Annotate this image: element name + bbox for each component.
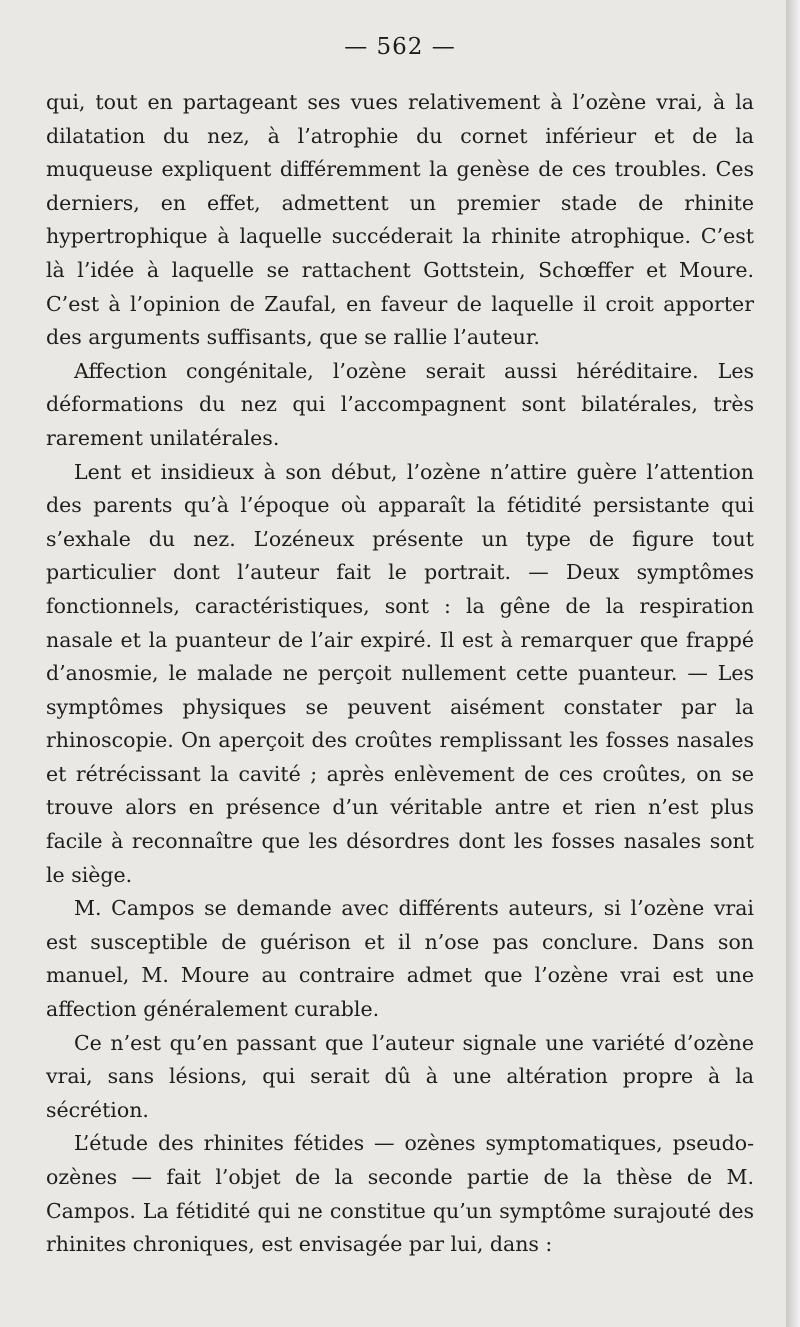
paragraph-continued: qui, tout en partageant ses vues relativement à l’ozène vrai, à la dilatation du nez, à l’atrophie du cornet inférieur et de la muqueuse expliquent différemment la genèse de ces troubles. Ces derniers, en effet, admettent un premier stade de rhinite hypertrophique à laquelle succéderait la rhinite atrophique. C’est là l’idée à laquelle se rattachent Gottstein, Schœffer et Moure. C’est à l’opinion de Zaufal, en faveur de laquelle il croit apporter des arguments suffisants, que se rallie l’auteur. (46, 90, 754, 350)
paragraph-variety: Ce n’est qu’en passant que l’auteur signale une variété d’ozène vrai, sans lésions, qui serait dû à une altération propre à la sécrétion. (46, 1030, 754, 1122)
body-text (46, 86, 754, 1262)
paragraph-curability: M. Campos se demande avec différents auteurs, si l’ozène vrai est susceptible de guérison et il n’ose pas conclure. Dans son manuel, M. Moure au contraire admet que l’ozène vrai est une affection généralement curable. (46, 896, 754, 1022)
page-number: — 562 — (344, 34, 456, 60)
paragraph-symptoms: Lent et insidieux à son début, l’ozène n’attire guère l’attention des parents qu’à l’époque où apparaît la fétidité persistante qui s’exhale du nez. L’ozéneux présente un type de figure tout particulier dont l’auteur fait le portrait. — Deux symptômes fonctionnels, caractéristiques, sont : la gêne de la respiration nasale et la puanteur de l’air expiré. Il est à remarquer que frappé d’anosmie, le malade ne perçoit nullement cette puanteur. — Les symptômes physiques se peuvent aisément constater par la rhinoscopie. On aperçoit des croûtes remplissant les fosses nasales et rétrécissant la cavité ; après enlèvement de ces croûtes, on se trouve alors en présence d’un véritable antre et rien n’est plus facile à reconnaître que les désordres dont les fosses nasales sont le siège. (46, 459, 754, 887)
paragraph-heredity: Affection congénitale, l’ozène serait aussi héréditaire. Les déformations du nez qui l’accompagnent sont bilatérales, très rarement unilatérales. (46, 358, 754, 450)
page-edge-shadow (786, 0, 800, 1327)
paragraph-fetid-rhinitis: L’étude des rhinites fétides — ozènes symptomatiques, pseudo-ozènes — fait l’objet de la seconde partie de la thèse de M. Campos. La fétidité qui ne constitue qu’un symptôme surajouté des rhinites chroniques, est envisagée par lui, dans : (46, 1131, 754, 1257)
